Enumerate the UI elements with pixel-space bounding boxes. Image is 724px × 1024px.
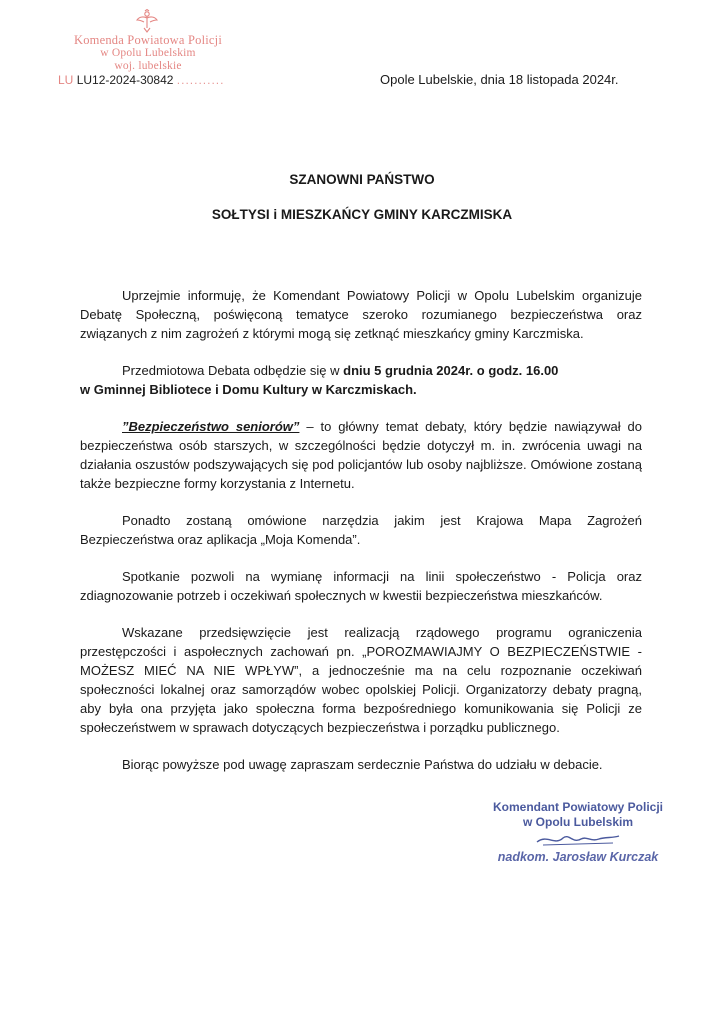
eagle-emblem-icon [134,8,160,34]
reference-number [58,73,224,87]
debate-date: dniu 5 grudnia 2024r. o godz. 16.00 [343,363,559,378]
reference-dots: ........... [176,73,225,87]
debate-topic: ”Bezpieczeństwo seniorów” [122,419,300,434]
letter-body [80,286,642,792]
paragraph-5: Spotkanie pozwoli na wymianę informacji na linii społeczeństwo - Policja oraz zdiagnozowanie potrzeb i oczekiwań społecznych w kwestii bezpieczeństwa mieszkańców. [80,569,642,603]
stamp-line-1: Komenda Powiatowa Policji [73,33,223,47]
letter-date: Opole Lubelskie, dnia 18 listopada 2024r. [380,72,619,87]
signature-block [478,800,678,864]
paragraph-2 [80,361,642,399]
salutation-heading: SZANOWNI PAŃSTWO [289,172,435,187]
stamp-line-3: woj. lubelskie [114,60,182,72]
signature-title-2: w Opolu Lubelskim [522,815,633,829]
paragraph-6: Wskazane przedsięwzięcie jest realizacją rządowego programu ograniczenia przestępczości i aspołecznych zachowań pn. „POROZMAWIAJMY O BEZPIECZEŃSTWIE - MOŻESZ MIEĆ NA NIE WPŁYW”, a jednocześnie ma na celu rozpoznanie oczekiwań społeczności lokalnej oraz samorządów wobec opolskiej Policji. Organizatorzy debaty pragną, aby była ona przyjęta jako społeczna forma bezpośredniego komunikowania się Policji ze społeczeństwem w sprawach dotyczących bezpieczeństwa i porządku publicznego. [80,625,642,735]
paragraph-4: Ponadto zostaną omówione narzędzia jakim jest Krajowa Mapa Zagrożeń Bezpieczeństwa oraz aplikacja „Moja Komenda”. [80,513,642,547]
debate-venue: w Gminnej Bibliotece i Domu Kultury w Karczmiskach. [80,382,417,397]
paragraph-3-text: – to główny temat debaty, który będzie nawiązywał do bezpieczeństwa osób starszych, w szczególności będzie dotyczył m. in. zwrócenia uwagi na działania oszustów podszywających się pod policjantów lub osoby najbliższe. Omówione zostaną także bezpieczne formy korzystania z Internetu. [80,419,642,491]
signature-name: nadkom. Jarosław Kurczak [497,850,659,864]
stamp-line-2: w Opolu Lubelskim [100,47,196,59]
reference-code: LU12-2024-30842 [76,73,174,87]
paragraph-3 [80,417,642,493]
paragraph-2-text: Przedmiotowa Debata odbędzie się w [122,363,344,378]
handwritten-signature-icon [533,830,623,848]
letterhead-stamp [38,8,258,73]
paragraph-7: Biorąc powyższe pod uwagę zapraszam serdecznie Państwa do udziału w debacie. [122,757,603,772]
signature-title-1: Komendant Powiatowy Policji [492,800,664,814]
paragraph-1: Uprzejmie informuję, że Komendant Powiatowy Policji w Opolu Lubelskim organizuje Debatę Społeczną, poświęconą tematyce szeroko rozumianego bezpieczeństwa oraz związanych z nim zagrożeń z którymi mogą się zetknąć mieszkańcy gminy Karczmiska. [80,288,642,341]
addressee-heading: SOŁTYSI i MIESZKAŃCY GMINY KARCZMISKA [211,207,513,222]
reference-prefix: LU [58,73,74,87]
